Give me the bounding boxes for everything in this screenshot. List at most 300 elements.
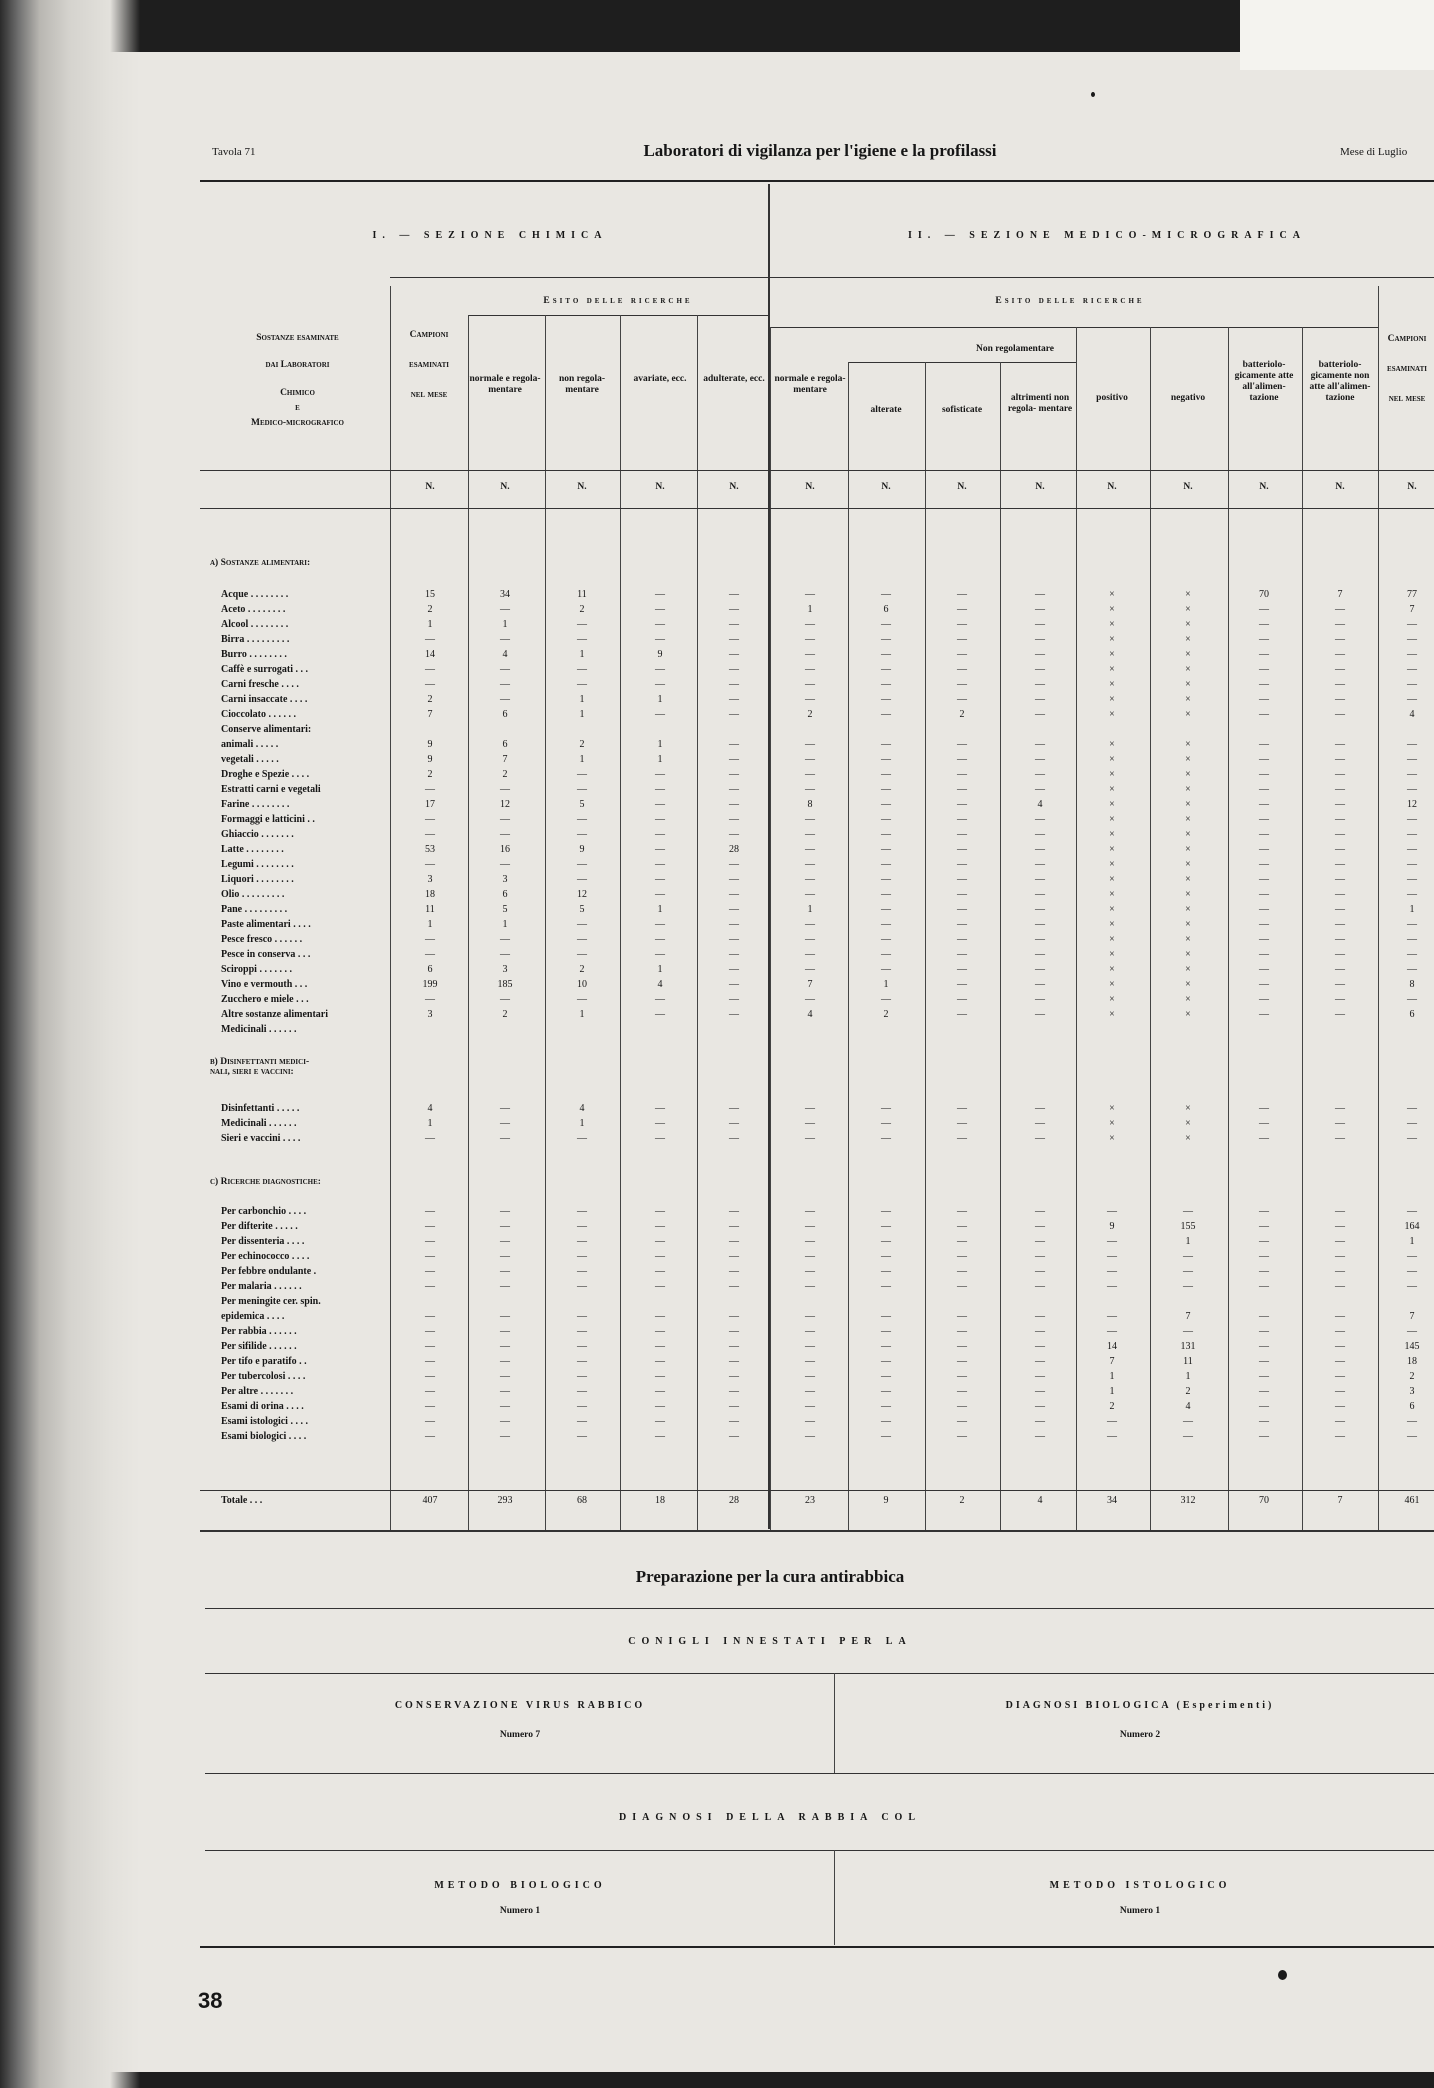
cell: — — [1183, 1416, 1193, 1427]
cell: — — [729, 1266, 739, 1277]
cell: — — [655, 1341, 665, 1352]
cell: — — [1335, 889, 1345, 900]
cell: — — [577, 1431, 587, 1442]
cell: 293 — [497, 1495, 513, 1506]
cell: × — [1109, 664, 1115, 675]
cell: — — [577, 1356, 587, 1367]
cell: — — [655, 1386, 665, 1397]
book-binding — [0, 0, 140, 2088]
cell: — — [1407, 919, 1417, 930]
cell: — — [957, 604, 967, 615]
cell: — — [1259, 1251, 1269, 1262]
rule-anti-4 — [205, 1850, 1434, 1851]
cell: — — [881, 844, 891, 855]
cell: 10 — [577, 979, 587, 990]
cell: — — [655, 1133, 665, 1144]
cell: — — [729, 1103, 739, 1114]
n-label: N. — [1335, 482, 1345, 492]
anti-divider-2 — [834, 1850, 835, 1945]
cell: 7 — [1337, 1495, 1343, 1506]
cell: × — [1185, 694, 1191, 705]
cell: — — [729, 634, 739, 645]
cell: 9 — [427, 754, 433, 765]
cell: — — [577, 1281, 587, 1292]
cell: 1 — [657, 964, 663, 975]
cell: — — [805, 784, 815, 795]
cell: — — [655, 799, 665, 810]
cell: 70 — [1259, 1495, 1269, 1506]
cell: — — [957, 1341, 967, 1352]
cell: — — [729, 799, 739, 810]
row-label: Estratti carni e vegetali — [221, 784, 321, 795]
cell: × — [1185, 679, 1191, 690]
cell: — — [957, 754, 967, 765]
cell: — — [1335, 1341, 1345, 1352]
cell: — — [655, 859, 665, 870]
table-row — [221, 887, 1434, 902]
cell: — — [1035, 1401, 1045, 1412]
cell: — — [1335, 874, 1345, 885]
cell: 1 — [579, 649, 585, 660]
cell: — — [1035, 739, 1045, 750]
row-label: Pesce fresco . . . . . . — [221, 934, 303, 945]
cell: — — [1407, 619, 1417, 630]
cell: — — [957, 1311, 967, 1322]
n-label: N. — [1183, 482, 1193, 492]
cell: × — [1185, 919, 1191, 930]
table-row — [221, 782, 1434, 797]
row-label: Acque . . . . . . . . — [221, 589, 289, 600]
cell: — — [577, 949, 587, 960]
cell: × — [1185, 739, 1191, 750]
cell: 6 — [502, 739, 508, 750]
cell: — — [1035, 1103, 1045, 1114]
cell: — — [1335, 1103, 1345, 1114]
cell: — — [577, 1416, 587, 1427]
row-label: Formaggi e latticini . . — [221, 814, 315, 825]
ink-dot — [1091, 92, 1095, 97]
cell: — — [729, 739, 739, 750]
cell: 68 — [577, 1495, 587, 1506]
cell: — — [1107, 1416, 1117, 1427]
cell: — — [500, 1311, 510, 1322]
cell: — — [655, 919, 665, 930]
cell: — — [1407, 679, 1417, 690]
cell: — — [805, 1221, 815, 1232]
cell: — — [1259, 1416, 1269, 1427]
table-row — [221, 857, 1434, 872]
cell: 3 — [427, 1009, 433, 1020]
cell: — — [1407, 994, 1417, 1005]
table-row — [221, 1279, 1434, 1294]
cell: — — [957, 964, 967, 975]
row-label: Per sifilide . . . . . . — [221, 1341, 297, 1352]
cell: — — [957, 1251, 967, 1262]
rule-totale-top — [200, 1490, 1434, 1491]
table-row — [221, 1414, 1434, 1429]
row-label: Esami istologici . . . . — [221, 1416, 308, 1427]
cell: — — [729, 814, 739, 825]
cell: — — [805, 1401, 815, 1412]
cell: — — [957, 1281, 967, 1292]
cell: 6 — [883, 604, 889, 615]
cell: 2 — [959, 709, 965, 720]
cell: — — [500, 1118, 510, 1129]
cell: — — [1335, 1356, 1345, 1367]
cell: — — [957, 1371, 967, 1382]
cell: — — [1035, 979, 1045, 990]
cell: — — [1259, 874, 1269, 885]
n-label: N. — [957, 482, 967, 492]
cell: — — [577, 919, 587, 930]
cell: — — [1259, 619, 1269, 630]
cell: × — [1109, 964, 1115, 975]
table-row — [221, 1354, 1434, 1369]
table-row — [221, 662, 1434, 677]
row-label: Olio . . . . . . . . . — [221, 889, 285, 900]
table-row — [221, 1399, 1434, 1414]
table-row — [221, 632, 1434, 647]
row-label: Sciroppi . . . . . . . — [221, 964, 292, 975]
cell: — — [881, 1133, 891, 1144]
cell: — — [1035, 619, 1045, 630]
cell: — — [655, 1009, 665, 1020]
cell: × — [1185, 994, 1191, 1005]
cell: — — [957, 1206, 967, 1217]
cell: × — [1109, 919, 1115, 930]
cell: 11 — [425, 904, 435, 915]
cell: — — [1035, 919, 1045, 930]
row-label: Alcool . . . . . . . . — [221, 619, 289, 630]
cell: — — [805, 1416, 815, 1427]
cell: — — [500, 1416, 510, 1427]
cell: — — [1035, 604, 1045, 615]
n-label: N. — [655, 482, 665, 492]
cell: — — [881, 679, 891, 690]
cell: — — [1107, 1266, 1117, 1277]
cell: — — [957, 1356, 967, 1367]
cell: — — [500, 934, 510, 945]
cell: — — [729, 1206, 739, 1217]
cell: — — [805, 814, 815, 825]
cell: — — [1259, 1103, 1269, 1114]
cell: — — [729, 1341, 739, 1352]
cell: — — [1035, 679, 1045, 690]
cell: — — [729, 1431, 739, 1442]
cell: — — [1183, 1431, 1193, 1442]
cell: — — [881, 1281, 891, 1292]
table-row — [221, 1249, 1434, 1264]
group-a-label: a) Sostanze alimentari: — [210, 558, 311, 568]
cell: × — [1185, 964, 1191, 975]
row-label: Pane . . . . . . . . . — [221, 904, 288, 915]
row-label: Pesce in conserva . . . — [221, 949, 311, 960]
cell: × — [1185, 859, 1191, 870]
cell: — — [957, 1221, 967, 1232]
cell: — — [655, 949, 665, 960]
column-header: avariate, ecc. — [633, 374, 687, 384]
cell: — — [1335, 769, 1345, 780]
cell: 9 — [427, 739, 433, 750]
cell: 7 — [502, 754, 508, 765]
cell: — — [1107, 1251, 1117, 1262]
cell: 2 — [427, 769, 433, 780]
cell: — — [729, 1251, 739, 1262]
cell: — — [729, 1371, 739, 1382]
cell: — — [1035, 949, 1045, 960]
cell: — — [729, 709, 739, 720]
cell: — — [425, 934, 435, 945]
cell: — — [500, 1266, 510, 1277]
cell: × — [1185, 784, 1191, 795]
cell: — — [500, 1281, 510, 1292]
cell: — — [729, 1133, 739, 1144]
cell: — — [1335, 1236, 1345, 1247]
cell: — — [1335, 1009, 1345, 1020]
cell: 2 — [502, 1009, 508, 1020]
cell: 1 — [579, 754, 585, 765]
cell: — — [655, 829, 665, 840]
cell: — — [1335, 1386, 1345, 1397]
cell: — — [1335, 604, 1345, 615]
cell: 9 — [657, 649, 663, 660]
row-label: Esami biologici . . . . — [221, 1431, 307, 1442]
cell: — — [881, 1386, 891, 1397]
cell: — — [957, 619, 967, 630]
cell: — — [1035, 994, 1045, 1005]
cell: — — [655, 784, 665, 795]
cell: — — [425, 949, 435, 960]
cell: — — [1035, 1416, 1045, 1427]
cell: × — [1185, 979, 1191, 990]
cell: — — [577, 1266, 587, 1277]
cell: — — [425, 1206, 435, 1217]
table-row — [221, 587, 1434, 602]
cell: — — [577, 1371, 587, 1382]
row-label: Per echinococco . . . . — [221, 1251, 310, 1262]
cell: — — [1259, 814, 1269, 825]
cell: — — [425, 814, 435, 825]
cell: × — [1109, 619, 1115, 630]
cell: — — [577, 1206, 587, 1217]
cell: 1 — [657, 694, 663, 705]
cell: × — [1109, 1118, 1115, 1129]
cell: — — [1335, 1371, 1345, 1382]
cell: × — [1109, 1009, 1115, 1020]
cell: — — [655, 664, 665, 675]
table-row — [221, 1429, 1434, 1444]
cell: — — [805, 1236, 815, 1247]
cell: — — [500, 994, 510, 1005]
cell: — — [1335, 1401, 1345, 1412]
cell: — — [655, 1401, 665, 1412]
cell: — — [500, 694, 510, 705]
cell: — — [655, 709, 665, 720]
cell: — — [729, 619, 739, 630]
cell: — — [805, 1326, 815, 1337]
cell: — — [1259, 1311, 1269, 1322]
cell: — — [881, 919, 891, 930]
cell: — — [577, 1251, 587, 1262]
row-label: Per tubercolosi . . . . — [221, 1371, 306, 1382]
cell: — — [805, 619, 815, 630]
cell: — — [655, 844, 665, 855]
page-number: 38 — [198, 1988, 223, 2013]
cell: — — [1107, 1431, 1117, 1442]
table-row — [221, 1369, 1434, 1384]
table-row — [221, 677, 1434, 692]
cell: — — [805, 739, 815, 750]
cell: — — [1035, 889, 1045, 900]
rule-anti-2 — [205, 1673, 1434, 1674]
column-header: batteriolo- gicamente atte all'alimen- tazione — [1234, 360, 1294, 403]
cell: — — [805, 634, 815, 645]
cell: 2 — [959, 1495, 965, 1506]
row-label: Conserve alimentari: — [221, 724, 312, 735]
row-label: Carni insaccate . . . . — [221, 694, 308, 705]
cell: — — [729, 1356, 739, 1367]
section-medico: II. — SEZIONE MEDICO-MICROGRAFICA — [907, 230, 1306, 241]
cell: — — [1335, 709, 1345, 720]
cell: — — [1335, 679, 1345, 690]
cell: 28 — [729, 844, 739, 855]
cell: — — [957, 589, 967, 600]
column-header: normale e regola- mentare — [774, 374, 846, 395]
page-title: Laboratori di vigilanza per l'igiene e la profilassi — [643, 141, 997, 160]
cell: — — [1407, 934, 1417, 945]
metodo-biologico-label: METODO BIOLOGICO — [434, 1880, 606, 1891]
cell: — — [805, 1371, 815, 1382]
cell: — — [1407, 649, 1417, 660]
cell: — — [577, 994, 587, 1005]
cell: — — [1335, 1416, 1345, 1427]
cell: — — [1335, 994, 1345, 1005]
cell: — — [1407, 1133, 1417, 1144]
cell: — — [577, 679, 587, 690]
cell: — — [1035, 709, 1045, 720]
cell: — — [1335, 634, 1345, 645]
cell: 1 — [1409, 904, 1415, 915]
n-label: N. — [1407, 482, 1417, 492]
non-regolamentare-header: Non regolamentare — [975, 344, 1054, 354]
table-row — [221, 1294, 1434, 1309]
cell: — — [729, 1326, 739, 1337]
cell: — — [1335, 934, 1345, 945]
metodo-istologico-label: METODO ISTOLOGICO — [1049, 1880, 1231, 1891]
cell: — — [1259, 829, 1269, 840]
cell: — — [729, 979, 739, 990]
cell: — — [1259, 1281, 1269, 1292]
cell: 1 — [502, 619, 508, 630]
column-header: normale e regola- mentare — [469, 374, 541, 395]
cell: — — [577, 1386, 587, 1397]
table-row — [221, 917, 1434, 932]
cell: 3 — [427, 874, 433, 885]
cell: 199 — [422, 979, 438, 990]
cell: 145 — [1404, 1341, 1420, 1352]
cell: — — [805, 964, 815, 975]
cell: — — [957, 664, 967, 675]
cell: — — [881, 934, 891, 945]
cell: 7 — [1409, 1311, 1415, 1322]
cell: — — [1259, 1401, 1269, 1412]
table-row — [221, 1339, 1434, 1354]
cell: — — [655, 1206, 665, 1217]
cell: — — [1335, 1251, 1345, 1262]
cell: — — [881, 904, 891, 915]
cell: 2 — [1409, 1371, 1415, 1382]
cell: — — [1407, 754, 1417, 765]
cell: — — [1035, 1118, 1045, 1129]
cell: 7 — [427, 709, 433, 720]
cell: 2 — [883, 1009, 889, 1020]
cell: × — [1185, 934, 1191, 945]
cell: 9 — [579, 844, 585, 855]
cell: — — [881, 1371, 891, 1382]
table-row — [221, 737, 1434, 752]
n-label: N. — [577, 482, 587, 492]
cell: 1 — [427, 1118, 433, 1129]
cell: 1 — [579, 709, 585, 720]
cell: — — [1335, 1326, 1345, 1337]
cell: × — [1185, 949, 1191, 960]
n-label: N. — [1107, 482, 1117, 492]
cell: — — [1035, 964, 1045, 975]
cell: — — [1335, 754, 1345, 765]
cell: — — [729, 694, 739, 705]
conservazione-label: CONSERVAZIONE VIRUS RABBICO — [394, 1700, 646, 1711]
column-header: non regola- mentare — [558, 374, 605, 395]
cell: — — [500, 1386, 510, 1397]
cell: — — [881, 1236, 891, 1247]
cell: — — [957, 934, 967, 945]
cell: 3 — [502, 874, 508, 885]
table-row — [221, 1324, 1434, 1339]
cell: 1 — [1109, 1386, 1115, 1397]
row-label: Carni fresche . . . . — [221, 679, 299, 690]
cell: — — [1107, 1236, 1117, 1247]
cell: — — [1407, 1326, 1417, 1337]
cell: — — [957, 649, 967, 660]
cell: — — [425, 829, 435, 840]
cell: — — [881, 1103, 891, 1114]
cell: × — [1185, 814, 1191, 825]
cell: — — [729, 649, 739, 660]
cell: — — [425, 784, 435, 795]
cell: — — [1407, 694, 1417, 705]
cell: 1 — [579, 1009, 585, 1020]
cell: — — [577, 1326, 587, 1337]
row-label: Disinfettanti . . . . . — [221, 1103, 300, 1114]
cell: — — [729, 1009, 739, 1020]
cell: — — [881, 754, 891, 765]
cell: × — [1185, 844, 1191, 855]
table-row — [221, 932, 1434, 947]
cell: — — [425, 1356, 435, 1367]
cell: — — [1259, 889, 1269, 900]
cell: × — [1185, 904, 1191, 915]
cell: 9 — [1109, 1221, 1115, 1232]
cell: 7 — [1409, 604, 1415, 615]
cell: — — [1407, 1281, 1417, 1292]
cell: × — [1185, 769, 1191, 780]
cell: — — [881, 1206, 891, 1217]
cell: — — [1335, 919, 1345, 930]
cell: — — [655, 889, 665, 900]
cell: — — [1035, 769, 1045, 780]
cell: — — [805, 1103, 815, 1114]
cell: — — [957, 1236, 967, 1247]
